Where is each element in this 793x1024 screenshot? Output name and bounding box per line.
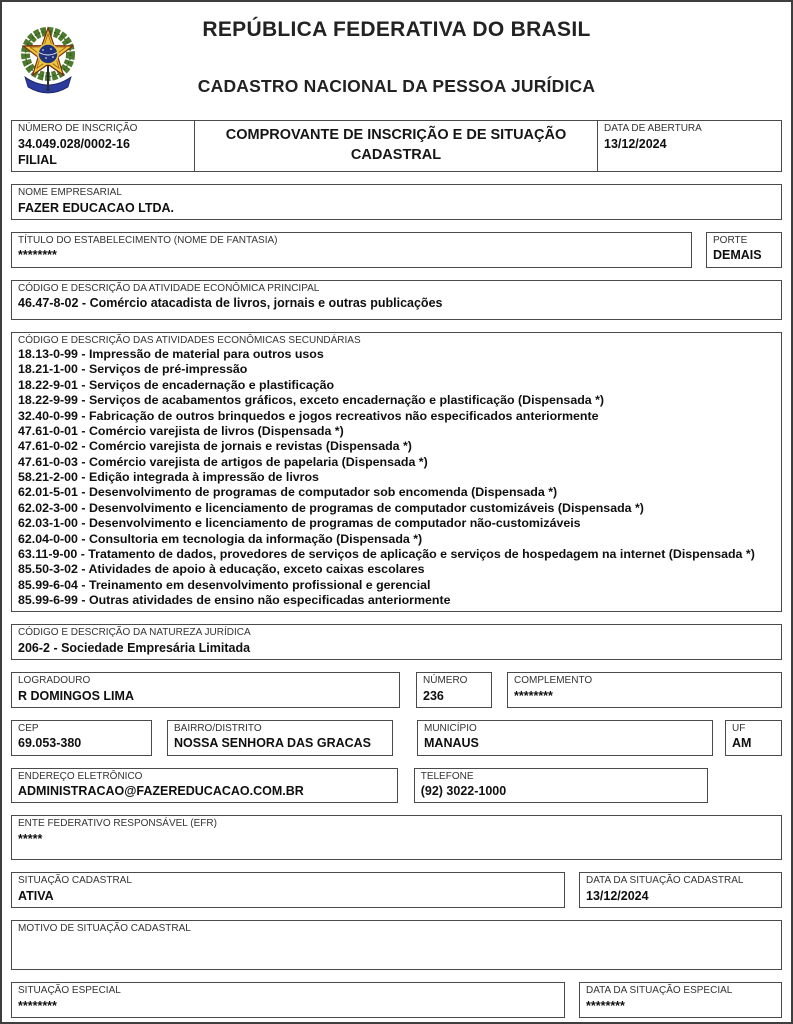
row-atividade-principal — [11, 280, 782, 320]
field-value: AM — [732, 736, 752, 751]
field-label: CÓDIGO E DESCRIÇÃO DA NATUREZA JURÍDICA — [18, 627, 251, 639]
field-comprovante-title — [195, 120, 598, 172]
field-bairro — [167, 720, 393, 756]
field-label: DATA DE ABERTURA — [604, 123, 702, 134]
field-value: ******** — [18, 248, 57, 263]
row-endereco — [11, 672, 782, 708]
field-label: CEP — [18, 722, 39, 734]
field-value: ***** — [18, 831, 43, 846]
field-label: DATA DA SITUAÇÃO CADASTRAL — [586, 875, 744, 887]
atividade-secundaria-item: 85.99-6-04 - Treinamento em desenvolvimento profissional e gerencial — [18, 577, 431, 592]
field-value: 46.47-8-02 - Comércio atacadista de livros, jornais e outras publicações — [18, 296, 443, 310]
field-label: BAIRRO/DISTRITO — [174, 722, 262, 734]
row-motivo-situacao — [11, 920, 782, 970]
page-subtitle: CADASTRO NACIONAL DA PESSOA JURÍDICA — [197, 76, 596, 96]
field-situacao-cadastral — [11, 872, 565, 908]
field-value: ******** — [18, 998, 57, 1013]
field-value: 34.049.028/0002-16 — [18, 136, 130, 151]
field-value: 13/12/2024 — [604, 136, 667, 151]
atividade-secundaria-item: 85.50-3-02 - Atividades de apoio à educação, exceto caixas escolares — [18, 562, 425, 577]
field-value: DEMAIS — [713, 248, 762, 263]
field-efr — [11, 815, 782, 860]
field-telefone — [414, 768, 708, 804]
field-label: PORTE — [713, 234, 748, 246]
row-efr — [11, 815, 782, 860]
field-label: MOTIVO DE SITUAÇÃO CADASTRAL — [18, 923, 191, 935]
atividade-secundaria-item: 85.99-6-99 - Outras atividades de ensino não especificadas anteriormente — [18, 593, 451, 607]
atividade-secundaria-item: 62.03-1-00 - Desenvolvimento e licenciamento de programas de computador não-customizáveis — [18, 516, 581, 531]
field-numero-inscricao — [11, 120, 195, 172]
field-value: ADMINISTRACAO@FAZEREDUCACAO.COM.BR — [18, 784, 304, 799]
field-logradouro — [11, 672, 400, 708]
field-label: CÓDIGO E DESCRIÇÃO DA ATIVIDADE ECONÔMICA PRINCIPAL — [18, 282, 320, 294]
field-value: NOSSA SENHORA DAS GRACAS — [174, 736, 372, 751]
atividade-secundaria-item: 18.13-0-99 - Impressão de material para outros usos — [18, 347, 324, 361]
field-situacao-especial — [11, 982, 565, 1018]
field-atividades-secundarias — [11, 332, 782, 613]
field-data-situacao-cadastral — [579, 872, 782, 908]
field-nome-fantasia — [11, 232, 692, 268]
field-value: R DOMINGOS LIMA — [18, 688, 134, 703]
field-value: 13/12/2024 — [586, 888, 649, 903]
field-value: 206-2 - Sociedade Empresária Limitada — [18, 640, 251, 655]
field-value-tipo: FILIAL — [18, 152, 57, 167]
row-nome-empresarial — [11, 184, 782, 220]
atividade-secundaria-item: 63.11-9-00 - Tratamento de dados, provedores de serviços de aplicação e serviços de hospedagem na internet (Dispensada *) — [18, 546, 755, 561]
field-value: MANAUS — [424, 736, 479, 751]
field-label: LOGRADOURO — [18, 675, 91, 687]
field-numero — [416, 672, 492, 708]
field-complemento — [507, 672, 782, 708]
atividade-secundaria-item: 62.01-5-01 - Desenvolvimento de programas de computador sob encomenda (Dispensada *) — [18, 485, 558, 500]
atividade-secundaria-item: 47.61-0-01 - Comércio varejista de livros (Dispensada *) — [18, 423, 344, 438]
field-value: (92) 3022-1000 — [420, 784, 507, 799]
field-data-situacao-especial — [579, 982, 782, 1018]
row-natureza-juridica — [11, 624, 782, 660]
atividade-secundaria-item: 58.21-2-00 - Edição integrada à impressão de livros — [18, 470, 319, 484]
field-endereco-eletronico — [11, 768, 398, 804]
field-label: COMPLEMENTO — [514, 675, 593, 687]
atividade-secundaria-item: 62.04-0-00 - Consultoria em tecnologia da informação (Dispensada *) — [18, 531, 423, 546]
field-municipio — [417, 720, 713, 756]
field-nome-empresarial — [11, 184, 782, 220]
field-label: MUNICÍPIO — [424, 722, 477, 734]
field-label: ENDEREÇO ELETRÔNICO — [18, 770, 143, 782]
field-label: TELEFONE — [420, 770, 474, 782]
page-title: REPÚBLICA FEDERATIVA DO BRASIL — [202, 18, 591, 41]
field-label: NÚMERO DE INSCRIÇÃO — [18, 123, 138, 134]
field-porte — [706, 232, 782, 268]
field-data-abertura — [598, 120, 782, 172]
row-identification — [11, 120, 782, 172]
field-label: UF — [732, 722, 746, 734]
atividade-secundaria-item: 32.40-0-99 - Fabricação de outros brinquedos e jogos recreativos não especificados anteriormente — [18, 408, 599, 423]
field-value: 236 — [423, 688, 444, 703]
field-uf — [725, 720, 782, 756]
field-atividade-principal — [11, 280, 782, 320]
field-value: FAZER EDUCACAO LTDA. — [18, 200, 175, 215]
atividade-secundaria-item: 18.22-9-99 - Serviços de acabamentos gráficos, exceto encadernação e plastificação (Dispensada *) — [18, 393, 605, 408]
brazil-coat-of-arms-icon — [18, 20, 78, 98]
atividade-secundaria-item: 47.61-0-03 - Comércio varejista de artigos de papelaria (Dispensada *) — [18, 454, 428, 469]
row-cep-bairro-municipio — [11, 720, 782, 756]
field-label: SITUAÇÃO ESPECIAL — [18, 985, 121, 997]
field-label: SITUAÇÃO CADASTRAL — [18, 875, 132, 887]
row-atividades-secundarias — [11, 332, 782, 613]
field-label: NOME EMPRESARIAL — [18, 187, 122, 198]
atividade-secundaria-item: 62.02-3-00 - Desenvolvimento e licenciamento de programas de computador customizáveis (Dispensada *) — [18, 500, 644, 515]
row-contato — [11, 768, 782, 804]
field-value: 69.053-380 — [18, 736, 82, 751]
document-body — [2, 114, 791, 1018]
row-situacao-cadastral — [11, 872, 782, 908]
field-value: ******** — [514, 688, 553, 703]
row-situacao-especial — [11, 982, 782, 1018]
comprovante-title-text: COMPROVANTE DE INSCRIÇÃO E DE SITUAÇÃO CADASTRAL — [225, 127, 567, 163]
field-cep — [11, 720, 152, 756]
atividade-secundaria-item: 18.22-9-01 - Serviços de encadernação e plastificação — [18, 377, 335, 392]
field-label: NÚMERO — [423, 675, 468, 687]
document-header — [2, 2, 791, 114]
field-motivo-situacao — [11, 920, 782, 970]
field-label: DATA DA SITUAÇÃO ESPECIAL — [586, 985, 733, 997]
field-value: ******** — [586, 998, 625, 1013]
atividade-secundaria-item: 47.61-0-02 - Comércio varejista de jornais e revistas (Dispensada *) — [18, 439, 412, 454]
row-fantasia-porte — [11, 232, 782, 268]
field-label: ENTE FEDERATIVO RESPONSÁVEL (EFR) — [18, 818, 217, 830]
atividade-secundaria-item: 18.21-1-00 - Serviços de pré-impressão — [18, 362, 248, 377]
field-natureza-juridica — [11, 624, 782, 660]
field-label: TÍTULO DO ESTABELECIMENTO (NOME DE FANTASIA) — [18, 234, 278, 246]
field-value: ATIVA — [18, 888, 54, 903]
field-label: CÓDIGO E DESCRIÇÃO DAS ATIVIDADES ECONÔMICAS SECUNDÁRIAS — [18, 334, 361, 346]
